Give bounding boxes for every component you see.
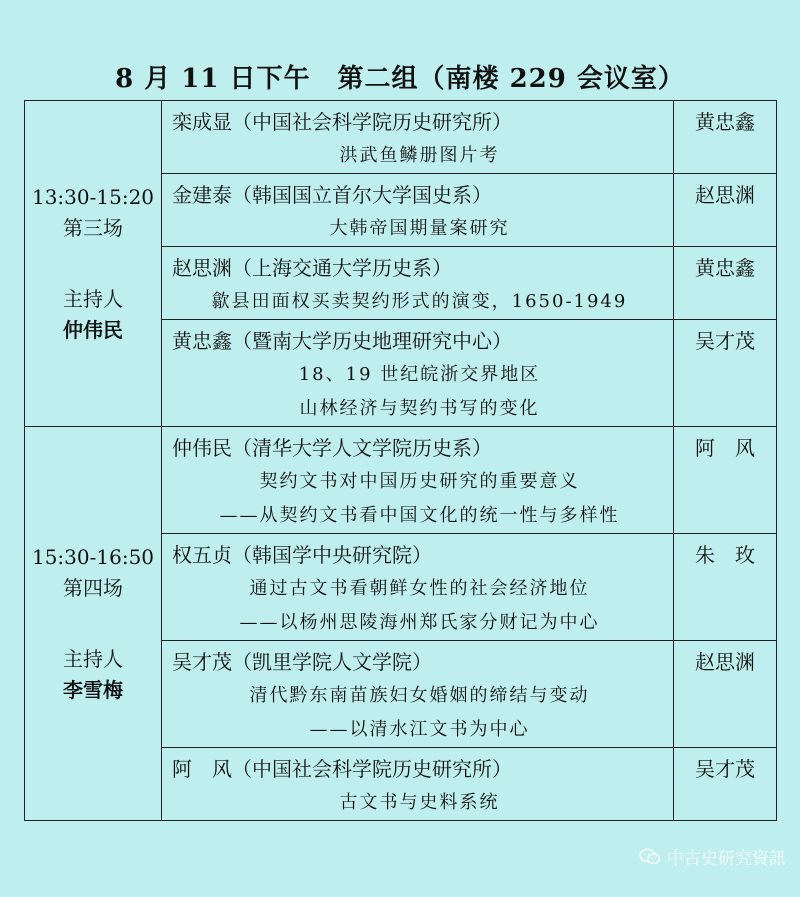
chair-name: 仲伟民 xyxy=(63,317,123,342)
presenter: 黄忠鑫（暨南大学历史地理研究中心） xyxy=(172,329,512,353)
presenter: 仲伟民（清华大学人文学院历史系） xyxy=(172,436,492,460)
watermark-text: 中古史研究資訊 xyxy=(667,849,786,869)
chair-label: 主持人 xyxy=(63,646,123,671)
page-title: 8 月 11 日下午 第二组（南楼 229 会议室） xyxy=(115,64,685,94)
paper-cell xyxy=(162,534,674,641)
wechat-icon xyxy=(639,848,661,866)
paper-subtitle: ——以杨州思陵海州郑氏家分财记为中心 xyxy=(239,612,600,633)
session-info-cell xyxy=(25,427,162,821)
discussant: 朱 玫 xyxy=(674,534,777,641)
paper-title: 通过古文书看朝鲜女性的社会经济地位 xyxy=(249,578,590,599)
discussant: 赵思渊 xyxy=(674,174,777,247)
paper-title: 洪武鱼鳞册图片考 xyxy=(339,145,500,166)
session-time: 15:30-16:50 xyxy=(31,544,155,569)
paper-title: 清代黔东南苗族妇女婚姻的缔结与变动 xyxy=(249,685,590,706)
discussant: 吴才茂 xyxy=(674,748,777,821)
paper-cell xyxy=(162,427,674,534)
chair-name: 李雪梅 xyxy=(63,677,123,702)
paper-title: 大韩帝国期量案研究 xyxy=(329,218,510,239)
discussant: 赵思渊 xyxy=(674,641,777,748)
table-row xyxy=(25,101,777,174)
paper-subtitle: ——以清水江文书为中心 xyxy=(309,719,530,740)
discussant: 黄忠鑫 xyxy=(674,247,777,320)
paper-subtitle: ——从契约文书看中国文化的统一性与多样性 xyxy=(219,505,620,526)
table-row xyxy=(25,427,777,534)
paper-cell xyxy=(162,641,674,748)
paper-title: 山林经济与契约书写的变化 xyxy=(299,398,540,419)
paper-title: 歙县田面权买卖契约形式的演变，1650-1949 xyxy=(211,291,628,312)
watermark xyxy=(639,844,786,869)
discussant: 吴才茂 xyxy=(674,320,777,427)
paper-cell xyxy=(162,101,674,174)
paper-cell xyxy=(162,320,674,427)
paper-title: 18、19 世纪皖浙交界地区 xyxy=(298,364,541,385)
presenter: 权五贞（韩国学中央研究院） xyxy=(172,543,432,567)
paper-title: 古文书与史料系统 xyxy=(339,792,500,813)
paper-cell xyxy=(162,748,674,821)
discussant: 阿 风 xyxy=(674,427,777,534)
discussant: 黄忠鑫 xyxy=(674,101,777,174)
presenter: 阿 风（中国社会科学院历史研究所） xyxy=(172,757,512,781)
presenter: 赵思渊（上海交通大学历史系） xyxy=(172,256,452,280)
session-name: 第三场 xyxy=(63,215,123,240)
presenter: 吴才茂（凯里学院人文学院） xyxy=(172,650,432,674)
presenter: 栾成显（中国社会科学院历史研究所） xyxy=(172,110,512,134)
session-name: 第四场 xyxy=(63,575,123,600)
session-time: 13:30-15:20 xyxy=(31,184,155,209)
chair-label: 主持人 xyxy=(63,286,123,311)
presenter: 金建泰（韩国国立首尔大学国史系） xyxy=(172,183,492,207)
session-info-cell xyxy=(25,101,162,427)
schedule-table xyxy=(24,100,777,821)
paper-cell xyxy=(162,247,674,320)
paper-cell xyxy=(162,174,674,247)
paper-title: 契约文书对中国历史研究的重要意义 xyxy=(259,471,580,492)
